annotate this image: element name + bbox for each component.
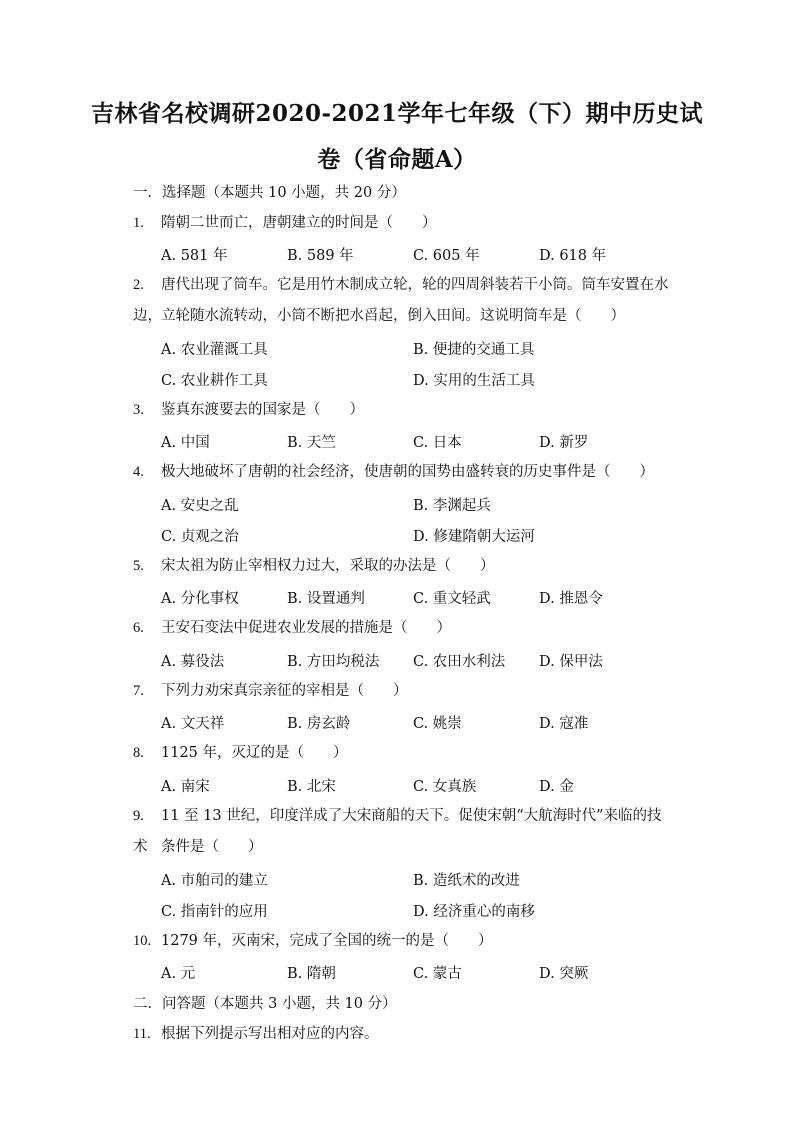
question-number: 8. (133, 745, 144, 761)
option-c[interactable]: C. 农业耕作工具 (161, 373, 268, 389)
options-q7 (161, 712, 681, 733)
question-number: 6. (133, 620, 144, 636)
question-text-line2: 立轮随水流转动，小筒不断把水舀起，倒入田间。这说明筒车是（ ） (161, 308, 625, 324)
option-c[interactable]: C. 女真族 (413, 779, 477, 795)
option-b[interactable]: B. 方田均税法 (287, 654, 380, 670)
question-3 (133, 395, 673, 426)
question-2-continued (161, 301, 701, 332)
options-q3 (161, 431, 681, 452)
option-b[interactable]: B. 设置通判 (287, 591, 365, 607)
question-number: 10. (133, 933, 152, 949)
option-d[interactable]: D. 618 年 (539, 248, 607, 264)
option-a[interactable]: A. 元 (161, 966, 196, 982)
options-q10 (161, 962, 681, 983)
question-number: 2. (133, 277, 144, 293)
option-a[interactable]: A. 安史之乱 (161, 498, 239, 514)
question-text-line2: 条件是（ ） (161, 839, 263, 855)
option-b[interactable]: B. 北宋 (287, 779, 336, 795)
question-7 (133, 676, 673, 707)
question-number: 7. (133, 683, 144, 699)
options-q4-row1 (161, 494, 681, 515)
option-b[interactable]: B. 便捷的交通工具 (413, 342, 535, 358)
option-d[interactable]: D. 实用的生活工具 (413, 373, 535, 389)
question-9-continued (161, 832, 701, 863)
question-6 (133, 613, 673, 644)
option-d[interactable]: D. 新罗 (539, 435, 589, 451)
question-number: 9. (133, 808, 144, 824)
option-d[interactable]: D. 保甲法 (539, 654, 603, 670)
options-q6 (161, 650, 681, 671)
question-11 (133, 1019, 673, 1050)
option-a[interactable]: A. 南宋 (161, 779, 210, 795)
option-c[interactable]: C. 日本 (413, 435, 462, 451)
question-text: 下列力劝宋真宗亲征的宰相是（ ） (161, 683, 408, 699)
options-q9-row2 (161, 900, 681, 921)
option-b[interactable]: B. 房玄龄 (287, 716, 351, 732)
option-c[interactable]: C. 蒙古 (413, 966, 462, 982)
question-5 (133, 551, 673, 582)
option-a[interactable]: A. 市舶司的建立 (161, 873, 268, 889)
option-c[interactable]: C. 贞观之治 (161, 529, 239, 545)
option-a[interactable]: A. 文天祥 (161, 716, 225, 732)
question-text: 鉴真东渡要去的国家是（ ） (161, 402, 364, 418)
options-q5 (161, 587, 681, 608)
option-d[interactable]: D. 经济重心的南移 (413, 904, 535, 920)
option-b[interactable]: B. 隋朝 (287, 966, 336, 982)
question-number: 3. (133, 402, 144, 418)
question-text-line1: 唐代出现了筒车。它是用竹木制成立轮，轮的四周斜装若干小筒。筒车安置在水边， (133, 277, 669, 324)
options-q2-row1 (161, 338, 681, 359)
question-8 (133, 738, 673, 769)
option-a[interactable]: A. 募役法 (161, 654, 225, 670)
page-title-line1: 吉林省名校调研2020-2021学年七年级（下）期中历史试 (90, 100, 704, 127)
question-text: 极大地破坏了唐朝的社会经济，使唐朝的国势由盛转衰的历史事件是（ ） (161, 464, 654, 480)
option-b[interactable]: B. 李渊起兵 (413, 498, 491, 514)
question-number: 11. (133, 1026, 151, 1042)
question-text: 根据下列提示写出相对应的内容。 (161, 1026, 379, 1042)
option-c[interactable]: C. 指南针的应用 (161, 904, 268, 920)
question-text: 宋太祖为防止宰相权力过大，采取的办法是（ ） (161, 558, 495, 574)
option-a[interactable]: A. 分化事权 (161, 591, 239, 607)
options-q9-row1 (161, 869, 681, 890)
section-heading-qa: 二．问答题（本题共 3 小题，共 10 分） (133, 996, 397, 1012)
options-q2-row2 (161, 369, 681, 390)
option-d[interactable]: D. 金 (539, 779, 574, 795)
options-q1 (161, 244, 681, 265)
option-b[interactable]: B. 589 年 (287, 248, 354, 264)
option-a[interactable]: A. 农业灌溉工具 (161, 342, 268, 358)
section-heading-choice: 一．选择题（本题共 10 小题，共 20 分） (133, 185, 406, 201)
option-d[interactable]: D. 修建隋朝大运河 (413, 529, 535, 545)
option-c[interactable]: C. 重文轻武 (413, 591, 491, 607)
options-q8 (161, 775, 681, 796)
question-number: 5. (133, 558, 144, 574)
question-text: 王安石变法中促进农业发展的措施是（ ） (161, 620, 451, 636)
option-d[interactable]: D. 突厥 (539, 966, 589, 982)
option-a[interactable]: A. 581 年 (161, 248, 228, 264)
option-c[interactable]: C. 605 年 (413, 248, 480, 264)
question-number: 1. (133, 215, 144, 231)
question-10 (133, 926, 673, 957)
option-b[interactable]: B. 天竺 (287, 435, 336, 451)
question-1 (133, 208, 673, 239)
option-b[interactable]: B. 造纸术的改进 (413, 873, 520, 889)
options-q4-row2 (161, 525, 681, 546)
question-text-line1: 11 至 13 世纪，印度洋成了大宋商船的天下。促使宋朝“大航海时代”来临的技术 (133, 808, 662, 855)
option-c[interactable]: C. 农田水利法 (413, 654, 506, 670)
question-text: 1125 年，灭辽的是（ ） (161, 745, 348, 761)
page-title-line2: 卷（省命题A） (317, 146, 477, 173)
option-d[interactable]: D. 推恩令 (539, 591, 603, 607)
option-d[interactable]: D. 寇准 (539, 716, 589, 732)
option-a[interactable]: A. 中国 (161, 435, 210, 451)
option-c[interactable]: C. 姚崇 (413, 716, 462, 732)
question-text: 隋朝二世而亡，唐朝建立的时间是（ ） (161, 215, 437, 231)
question-number: 4. (133, 464, 144, 480)
question-4 (133, 457, 673, 488)
question-text: 1279 年，灭南宋，完成了全国的统一的是（ ） (161, 933, 493, 949)
